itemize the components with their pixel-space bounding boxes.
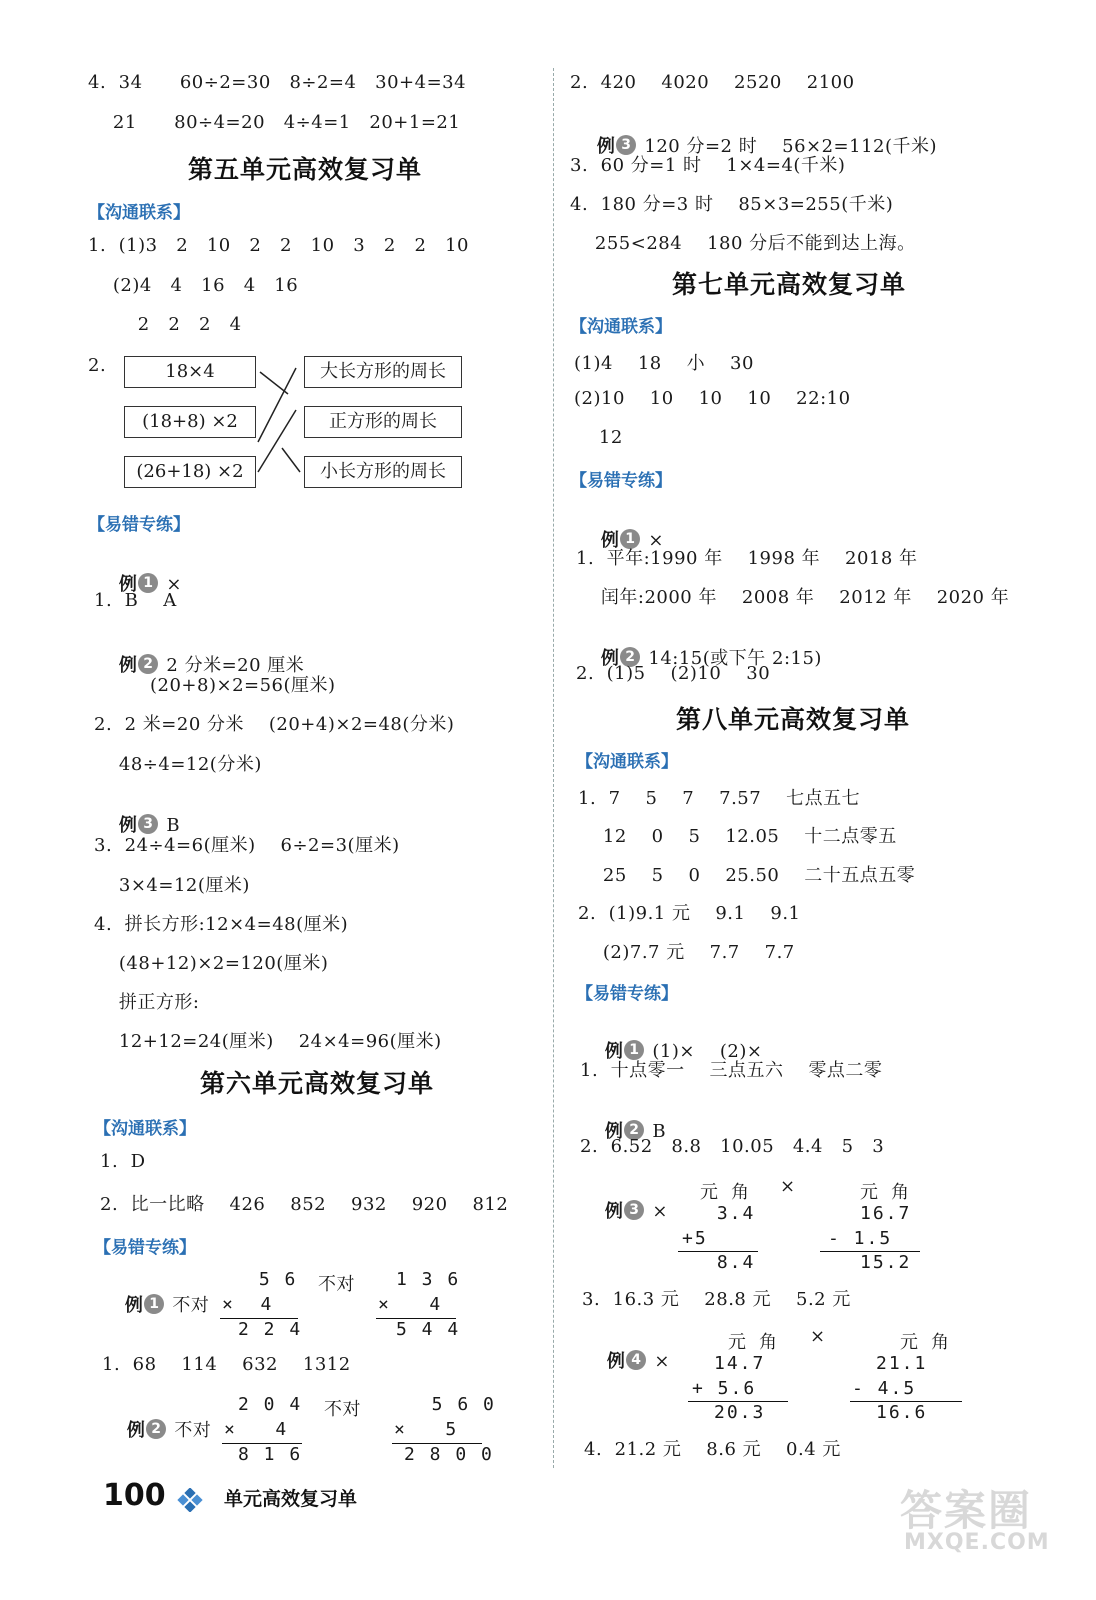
unit7-comm-header: 【沟通联系】 <box>570 317 672 337</box>
u8-ex4-calc1-top: 14.7 <box>714 1353 766 1374</box>
match-left-2: (18+8) ×2 <box>124 406 256 438</box>
u8-ex3-calc2-mid: - 1.5 <box>828 1228 893 1249</box>
u8-ex3-calc1-mid: +5 <box>682 1228 708 1249</box>
r-q2: 2. 420 4020 2520 2100 <box>570 72 855 93</box>
unit6-comm-header: 【沟通联系】 <box>94 1119 196 1139</box>
u6-ex1-calc2-result: 5 4 4 <box>396 1319 461 1340</box>
u5-q1-line1: 1. (1)3 2 10 2 2 10 3 2 2 10 <box>88 235 469 256</box>
column-divider <box>553 68 554 1468</box>
u8-ex4-header1: 元 角 <box>728 1332 778 1353</box>
page-number: 100 <box>103 1478 166 1513</box>
u6-ex1: 例 1 不对 <box>100 1270 209 1338</box>
u6-ex1-calc2-mid: × 4 <box>378 1294 443 1315</box>
example-badge: 例 3 <box>119 811 167 837</box>
u6-ex2-calc2-top: 5 6 0 <box>406 1394 496 1415</box>
u5-err-q2-line1: 2. 2 米=20 分米 (20+4)×2=48(分米) <box>94 714 455 735</box>
unit6-err-header: 【易错专练】 <box>94 1238 196 1258</box>
matching-lines <box>248 356 308 496</box>
u6-ex2: 例 2 不对 <box>102 1395 211 1463</box>
u8-ex3-calc1-result: 8.4 <box>704 1252 756 1273</box>
u6-ex2-calc1-top: 2 0 4 <box>238 1394 303 1415</box>
u7-ex2: 例 2 14:15(或下午 2:15) <box>576 623 822 691</box>
u6-ex1-text2: 不对 <box>318 1274 355 1295</box>
u5-ex2-line2: (20+8)×2=56(厘米) <box>150 675 336 696</box>
u8-ex4-x2: × <box>810 1326 826 1347</box>
u8-err-q1: 1. 十点零一 三点五六 零点二零 <box>580 1060 883 1081</box>
match-left-1: 18×4 <box>124 356 256 388</box>
q4-row2: 21 80÷4=20 4÷4=1 20+1=21 <box>88 112 461 133</box>
u5-err-q4-line3: 拼正方形: <box>94 992 200 1013</box>
u8-ex3-x2: × <box>780 1176 796 1197</box>
u7-ex1: 例 1 × <box>576 505 664 573</box>
u5-err-q3-line2: 3×4=12(厘米) <box>94 875 250 896</box>
u8-ex4-calc2-result: 16.6 <box>876 1402 928 1423</box>
u7-err-q1-line2: 闰年:2000 年 2008 年 2012 年 2020 年 <box>576 587 1010 608</box>
u5-err-q1: 1. B A <box>94 590 177 611</box>
u6-ex2-text2: 不对 <box>324 1399 361 1420</box>
example-badge: 例 3 <box>605 1197 653 1223</box>
unit5-title: 第五单元高效复习单 <box>188 155 423 184</box>
u8-ex3-calc2-result: 15.2 <box>860 1252 912 1273</box>
u6-ex1-calc1-mid: × 4 <box>222 1294 274 1315</box>
u5-q2-num: 2. <box>88 355 107 376</box>
u6-ex1-calc1-result: 2 2 4 <box>238 1319 303 1340</box>
u8-q1-line1: 1. 7 5 7 7.57 七点五七 <box>578 788 861 809</box>
u6-ex2-calc2-mid: × 5 <box>394 1419 459 1440</box>
example-badge: 例 1 <box>601 526 649 552</box>
u8-ex4-calc1-result: 20.3 <box>714 1402 766 1423</box>
u8-ex4-header2: 元 角 <box>900 1332 950 1353</box>
u7-err-q2: 2. (1)5 (2)10 30 <box>576 663 771 684</box>
unit8-err-header: 【易错专练】 <box>576 984 678 1004</box>
u8-ex2: 例 2 B <box>580 1096 666 1164</box>
u5-err-q3-line1: 3. 24÷4=6(厘米) 6÷2=3(厘米) <box>94 835 400 856</box>
u8-ex4: 例 4 × <box>582 1326 670 1394</box>
u8-ex4-calc2-mid: - 4.5 <box>852 1378 917 1399</box>
r-q4-line1: 4. 180 分=3 时 85×3=255(千米) <box>570 194 894 215</box>
u8-q1-line3: 25 5 0 25.50 二十五点五零 <box>578 865 916 886</box>
unit7-err-header: 【易错专练】 <box>570 471 672 491</box>
u8-q1-line2: 12 0 5 12.05 十二点零五 <box>578 826 897 847</box>
u5-ex2: 例 2 2 分米=20 厘米 <box>94 630 304 698</box>
u5-err-q2-line2: 48÷4=12(分米) <box>94 754 262 775</box>
unit5-err-header: 【易错专练】 <box>88 515 190 535</box>
u5-err-q4-line2: (48+12)×2=120(厘米) <box>94 953 329 974</box>
r-q3: 3. 60 分=1 时 1×4=4(千米) <box>570 155 846 176</box>
match-left-3: (26+18) ×2 <box>124 456 256 488</box>
unit5-comm-header: 【沟通联系】 <box>88 203 190 223</box>
u8-ex4-calc2-top: 21.1 <box>876 1353 928 1374</box>
u8-ex1: 例 1 (1)× (2)× <box>580 1016 762 1084</box>
u8-q2-line1: 2. (1)9.1 元 9.1 9.1 <box>578 903 801 924</box>
u8-err-q2: 2. 6.52 8.8 10.05 4.4 5 3 <box>580 1136 885 1157</box>
u7-q2-line1: (2)10 10 10 10 22:10 <box>574 388 851 409</box>
u7-q2-line2: 12 <box>574 427 623 448</box>
example-badge: 例 3 <box>597 132 645 158</box>
example-badge: 例 1 <box>605 1037 653 1063</box>
u6-q2: 2. 比一比略 426 852 932 920 812 <box>100 1194 509 1215</box>
u7-err-q1-line1: 1. 平年:1990 年 1998 年 2018 年 <box>576 548 918 569</box>
u8-ex3-calc2-top: 16.7 <box>860 1203 912 1224</box>
u8-ex3: 例 3 × <box>580 1176 668 1244</box>
u7-q1: (1)4 18 小 30 <box>574 353 754 374</box>
u5-err-q4-line4: 12+12=24(厘米) 24×4=96(厘米) <box>94 1031 442 1052</box>
u8-err-q3: 3. 16.3 元 28.8 元 5.2 元 <box>582 1289 851 1310</box>
example-badge: 例 2 <box>119 651 167 677</box>
example-badge: 例 2 <box>601 644 649 670</box>
example-badge: 例 1 <box>125 1291 173 1317</box>
r-q4-line2: 255<284 180 分后不能到达上海。 <box>570 233 916 254</box>
unit6-title: 第六单元高效复习单 <box>200 1069 435 1098</box>
match-right-1: 大长方形的周长 <box>304 356 462 388</box>
match-right-3: 小长方形的周长 <box>304 456 462 488</box>
u6-err-q1: 1. 68 114 632 1312 <box>102 1354 351 1375</box>
u8-ex4-calc1-mid: + 5.6 <box>692 1378 757 1399</box>
u6-ex1-calc1-top: 5 6 <box>246 1269 298 1290</box>
u5-q1-line2: (2)4 4 16 4 16 <box>88 275 299 296</box>
u5-q1-line3: 2 2 2 4 <box>88 314 242 335</box>
match-right-2: 正方形的周长 <box>304 406 462 438</box>
u5-ex1: 例 1 × <box>94 549 182 617</box>
example-badge: 例 4 <box>607 1347 655 1373</box>
u8-ex3-calc1-top: 3.4 <box>704 1203 756 1224</box>
u6-ex2-calc1-result: 8 1 6 <box>238 1444 303 1465</box>
u6-ex2-calc2-result: 2 8 0 0 <box>404 1444 494 1465</box>
u8-ex3-header1: 元 角 <box>700 1182 750 1203</box>
diamond-icon <box>177 1488 203 1512</box>
u8-err-q4: 4. 21.2 元 8.6 元 0.4 元 <box>584 1439 841 1460</box>
u8-ex3-header2: 元 角 <box>860 1182 910 1203</box>
r-ex3: 例 3 120 分=2 时 56×2=112(千米) <box>572 111 937 179</box>
u6-ex1-calc2-top: 1 3 6 <box>396 1269 461 1290</box>
u8-q2-line2: (2)7.7 元 7.7 7.7 <box>578 942 795 963</box>
unit8-comm-header: 【沟通联系】 <box>576 752 678 772</box>
q4-row1: 4. 34 60÷2=30 8÷2=4 30+4=34 <box>88 72 467 93</box>
example-badge: 例 2 <box>127 1416 175 1442</box>
u5-ex3: 例 3 B <box>94 790 180 858</box>
footer-title: 单元高效复习单 <box>224 1488 358 1510</box>
example-badge: 例 1 <box>119 570 167 596</box>
unit8-title: 第八单元高效复习单 <box>676 705 911 734</box>
example-badge: 例 2 <box>605 1117 653 1143</box>
unit7-title: 第七单元高效复习单 <box>672 270 907 299</box>
u6-ex2-calc1-mid: × 4 <box>224 1419 289 1440</box>
watermark-logo: 答案圈 MXQE.COM <box>900 1486 1050 1555</box>
u6-q1: 1. D <box>100 1151 146 1172</box>
u5-err-q4-line1: 4. 拼长方形:12×4=48(厘米) <box>94 914 349 935</box>
